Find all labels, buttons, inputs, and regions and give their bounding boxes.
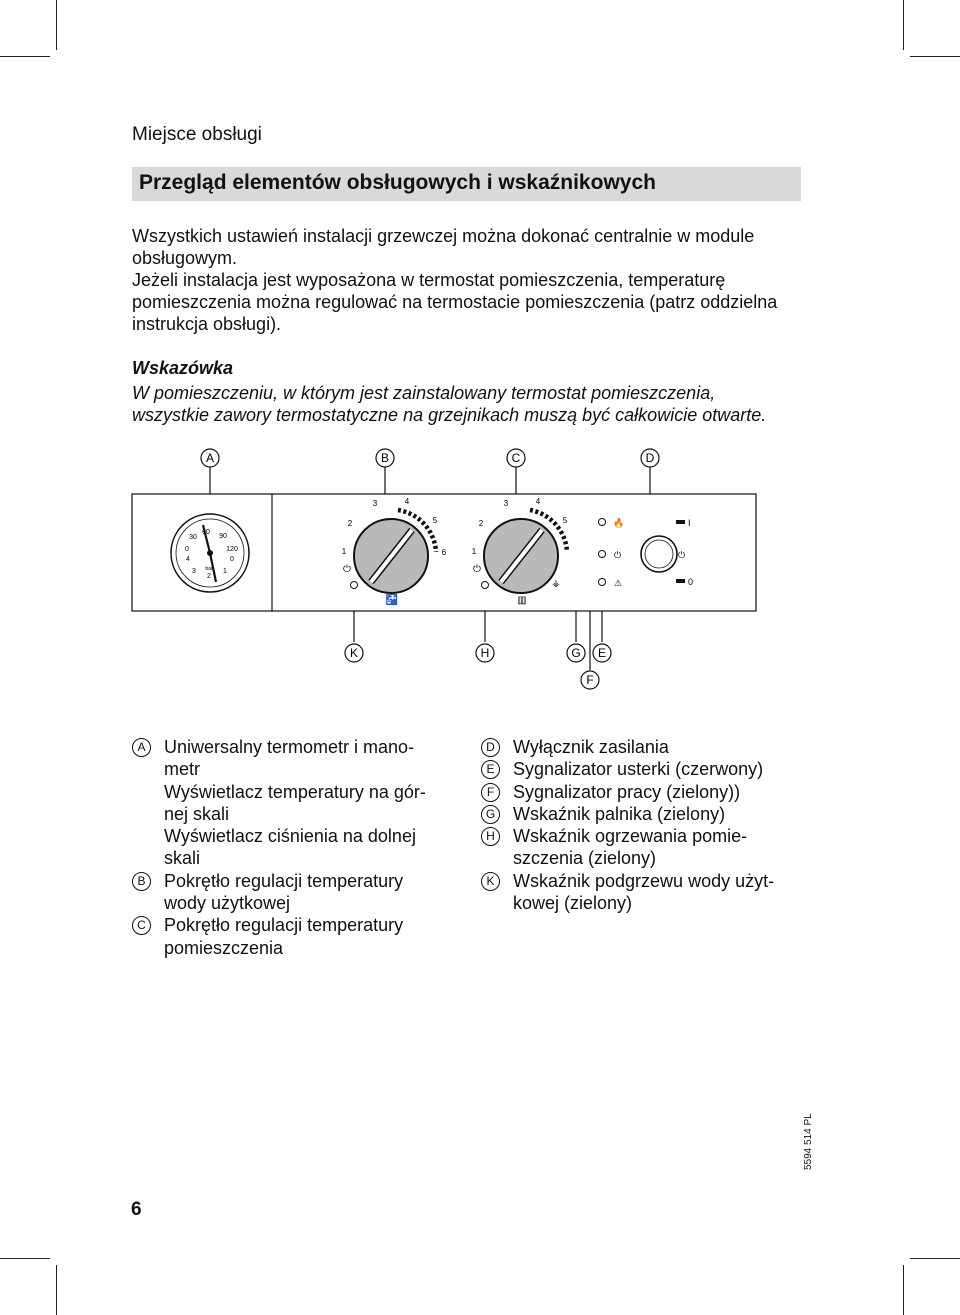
- gauge-label-2: 2: [207, 573, 211, 580]
- callout-k: [345, 644, 363, 662]
- page-title: Przegląd elementów obsługowych i wskaźnikowych: [139, 171, 656, 194]
- lamp-e-fault: [599, 579, 606, 586]
- control-panel-diagram: [0, 440, 960, 700]
- gauge-label-90: 90: [219, 533, 227, 540]
- crop-mark-top-left-v: [56, 0, 57, 50]
- legend-c-line-1: Pokrętło regulacji temperatury: [164, 915, 404, 936]
- gauge-label-1: 1: [223, 568, 227, 575]
- lamp-f-operation: [599, 551, 606, 558]
- note-title: Wskazówka: [132, 358, 234, 378]
- legend-item-h: [481, 825, 791, 870]
- svg-text:F: F: [586, 673, 594, 687]
- radiator-icon: ▥: [517, 595, 527, 606]
- legend-item-a: [132, 736, 442, 870]
- note-line-1: W pomieszczeniu, w którym jest zainstalowany termostat pomieszczenia,: [132, 383, 716, 403]
- legend-f-line-1: Sygnalizator pracy (zielony)): [513, 781, 741, 802]
- legend-badge-b: B: [132, 872, 151, 891]
- knob-b-scale-4: 4: [404, 497, 410, 506]
- legend-item-c: [132, 914, 442, 959]
- legend-item-b: [132, 870, 442, 915]
- legend-item-g: [481, 803, 791, 825]
- legend-b-line-1: Pokrętło regulacji temperatury: [164, 870, 404, 891]
- svg-text:D: D: [645, 451, 655, 465]
- lamp-g-burner: [599, 519, 606, 526]
- legend-a-line-6: skali: [164, 848, 201, 869]
- legend-badge-g: G: [481, 805, 500, 824]
- gauge-label-0-upper: 0: [185, 546, 189, 553]
- legend-k-line-1: Wskaźnik podgrzewu wody użyt-: [513, 870, 775, 891]
- callout-e: [593, 644, 611, 662]
- page-number: 6: [131, 1199, 142, 1220]
- section-label: Miejsce obsługi: [132, 124, 262, 145]
- knob-c-scale-5: 5: [562, 516, 568, 525]
- crop-mark-bottom-right-h: [910, 1258, 960, 1259]
- svg-text:H: H: [480, 646, 490, 660]
- gauge-label-60: 60: [202, 529, 210, 536]
- legend-badge-h: H: [481, 827, 500, 846]
- intro-text: [132, 225, 802, 335]
- knob-c-scale-2: 2: [478, 519, 484, 528]
- intro-paragraph-2: Jeżeli instalacja jest wyposażona w termostat pomieszczenia, temperaturę pomieszczenia można regulować na termostacie pomieszczenia (patrz oddzielna instrukcja obsługi).: [132, 270, 778, 334]
- legend-badge-d: D: [481, 738, 500, 757]
- callout-h: [476, 644, 494, 662]
- svg-text:A: A: [205, 451, 215, 465]
- legend-item-d: [481, 736, 791, 758]
- gauge-label-3: 3: [192, 568, 196, 575]
- power-on-mark: I: [688, 518, 691, 528]
- knob-b-scale-6: 6: [441, 548, 447, 557]
- gauge-label-0-lower: 0: [230, 556, 234, 563]
- legend-right-column: [481, 736, 791, 914]
- legend-badge-a: A: [132, 738, 151, 757]
- crop-mark-top-right-v: [903, 0, 904, 50]
- legend-badge-c: C: [132, 916, 151, 935]
- hot-water-tap-icon: 🚰: [385, 595, 399, 606]
- gauge-label-120: 120: [226, 546, 238, 553]
- legend-b-line-2: wody użytkowej: [164, 893, 291, 914]
- crop-mark-bottom-left-h: [0, 1258, 50, 1259]
- legend-badge-f: F: [481, 783, 500, 802]
- gauge-label-30: 30: [189, 534, 197, 541]
- mains-icon: ⏻: [678, 550, 686, 560]
- burner-flame-icon: 🔥: [613, 518, 625, 528]
- note-text: [132, 382, 812, 426]
- legend-item-f: [481, 781, 791, 803]
- svg-text:E: E: [597, 646, 607, 660]
- chimney-test-icon: ⚶: [552, 578, 560, 588]
- crop-mark-bottom-left-v: [56, 1265, 57, 1315]
- crop-mark-top-left-h: [0, 56, 50, 57]
- legend-a-line-1: Uniwersalny termometr i mano-: [164, 737, 415, 757]
- legend-badge-e: E: [481, 760, 500, 779]
- crop-mark-top-right-h: [910, 56, 960, 57]
- knob-c-scale-3: 3: [503, 499, 509, 508]
- gauge-label-bar: bar: [205, 566, 213, 572]
- legend-badge-k: K: [481, 872, 500, 891]
- knob-b-scale-1: 1: [341, 547, 347, 556]
- standby-icon-c: ⏻: [473, 564, 481, 575]
- crop-mark-bottom-right-v: [903, 1265, 904, 1315]
- lamp-h-heating: [482, 582, 489, 589]
- svg-text:G: G: [571, 646, 581, 660]
- callout-g: [567, 644, 585, 662]
- callout-d: [641, 449, 659, 467]
- gauge-label-4: 4: [186, 556, 190, 563]
- intro-paragraph-1: Wszystkich ustawień instalacji grzewczej można dokonać centralnie w module obsługowym.: [132, 226, 755, 268]
- thermo-manometer-gauge: [171, 514, 249, 592]
- power-off-mark: 0: [688, 577, 694, 587]
- fault-icon: ⚠: [614, 578, 623, 588]
- callout-a: [201, 449, 219, 467]
- svg-text:K: K: [349, 646, 359, 660]
- title-banner: [132, 167, 801, 201]
- callout-c: [507, 449, 525, 467]
- knob-b-scale-2: 2: [347, 519, 353, 528]
- legend-k-line-2: kowej (zielony): [513, 893, 633, 914]
- knob-c-scale-1: 1: [471, 547, 477, 556]
- note-line-2: wszystkie zawory termostatyczne na grzejnikach muszą być całkowicie otwarte.: [132, 405, 767, 425]
- legend-a-line-5: Wyświetlacz ciśnienia na dolnej: [164, 826, 416, 847]
- knob-b-scale-5: 5: [432, 516, 438, 525]
- knob-b-scale-3: 3: [372, 499, 378, 508]
- legend-item-k: [481, 870, 791, 915]
- legend-d-line-1: Wyłącznik zasilania: [513, 737, 669, 757]
- svg-text:C: C: [511, 451, 521, 465]
- legend-g-line-1: Wskaźnik palnika (zielony): [513, 803, 726, 824]
- legend-a-line-4: nej skali: [164, 803, 230, 824]
- legend-h-line-2: szczenia (zielony): [513, 848, 657, 869]
- callout-f: [581, 671, 599, 689]
- legend-a-line-3: Wyświetlacz temperatury na gór-: [164, 781, 426, 802]
- lamp-k-hot-water: [351, 582, 358, 589]
- knob-c-scale-4: 4: [535, 497, 541, 506]
- legend-c-line-2: pomieszczenia: [164, 937, 284, 958]
- legend-h-line-1: Wskaźnik ogrzewania pomie-: [513, 826, 748, 847]
- svg-text:B: B: [380, 451, 390, 465]
- document-number: 5594 514 PL: [803, 1113, 814, 1170]
- legend-e-line-1: Sygnalizator usterki (czerwony): [513, 759, 764, 780]
- callout-b: [376, 449, 394, 467]
- legend-item-e: [481, 758, 791, 780]
- legend-a-line-2: metr: [164, 759, 200, 780]
- legend-left-column: [132, 736, 442, 959]
- standby-icon-b: ⏻: [343, 564, 351, 575]
- operation-icon: ⏻: [614, 550, 622, 560]
